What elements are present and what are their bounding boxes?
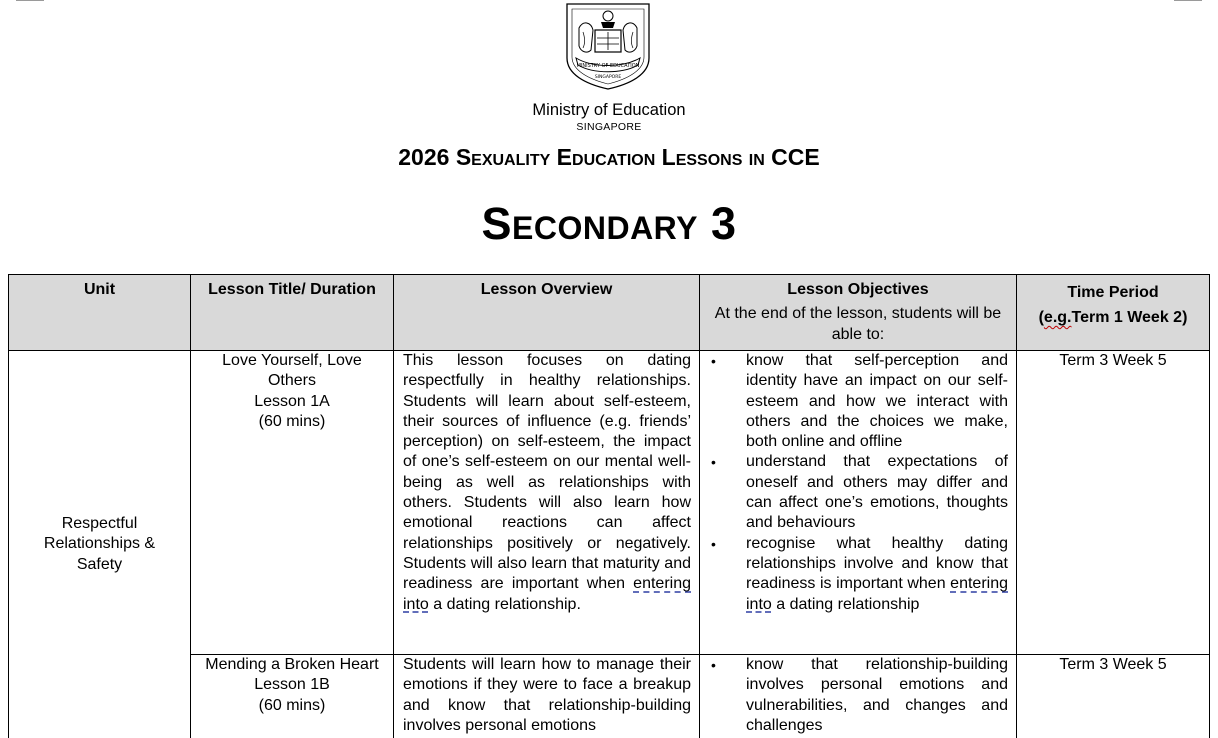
lesson-title: Mending a Broken Heart Lesson 1B	[205, 656, 379, 694]
lessons-table	[8, 274, 1210, 738]
header-time-period-label: Time Period	[1067, 284, 1159, 301]
ministry-country: SINGAPORE	[576, 121, 642, 133]
objective-item: • understand that expectations of oneself and others may differ and can affect one’s emotions, thoughts and behaviours	[708, 452, 1008, 533]
header-time-period	[1017, 275, 1210, 351]
lesson-overview-cell	[394, 351, 700, 655]
document-subtitle: Secondary 3	[481, 198, 737, 249]
header-time-period-eg: e.g.	[1043, 309, 1072, 326]
lesson-overview-cell: Students will learn how to manage their emotions if they were to face a breakup and know that relationship-building involves personal emotions	[394, 655, 700, 738]
header-objectives-subtitle: At the end of the lesson, students will be able to:	[714, 305, 1002, 343]
ministry-name: Ministry of Education	[532, 101, 686, 119]
lesson-number: Lesson 1A	[254, 392, 330, 410]
lesson-title-cell	[191, 351, 394, 655]
lesson-title: Love Yourself, Love Others	[222, 352, 362, 390]
ministry-crest-logo	[565, 2, 651, 90]
document-title: 2026 Sexuality Education Lessons in CCE	[398, 144, 820, 170]
header-time-period-example-value: Term 1 Week 2	[1071, 309, 1183, 326]
crest-banner-text: MINISTRY OF EDUCATION	[576, 63, 640, 69]
overview-text-end: a dating relationship.	[428, 595, 581, 613]
page-corner-mark-right	[1174, 0, 1202, 1]
objective-underlined-text: entering into	[746, 575, 1008, 613]
header-objectives-label: Lesson Objectives	[787, 281, 929, 298]
unit-cell: Respectful Relationships & Safety	[9, 351, 191, 738]
overview-underlined-text: entering into	[403, 575, 691, 613]
overview-text: This lesson focuses on dating respectfully in healthy relationships. Students will learn about self-esteem, their sources of influence (e.g. friends’ perception) on self-esteem, the impact of one’s self-esteem on our mental well-being as well as relationships with others. Students will also learn how emotional reactions can affect relationships positively or negatively. Students will also learn that maturity and readiness are important when	[403, 352, 691, 593]
lesson-objectives-cell	[700, 655, 1017, 738]
header-overview: Lesson Overview	[394, 275, 700, 351]
objective-item: • know that self-perception and identity have an impact on our self-esteem and how we interact with others and the choices we make, both online and offline	[708, 351, 1008, 452]
time-period-cell: Term 3 Week 5	[1017, 655, 1210, 738]
time-period-cell: Term 3 Week 5	[1017, 351, 1210, 655]
objectives-list	[708, 351, 1008, 615]
objective-text: recognise what healthy dating relationships involve and know that readiness is important when	[746, 534, 1008, 593]
lesson-title-cell	[191, 655, 394, 738]
table-header-row	[9, 275, 1210, 351]
objective-item	[708, 534, 1008, 615]
header-lesson-title: Lesson Title/ Duration	[191, 275, 394, 351]
header-unit: Unit	[9, 275, 191, 351]
crest-country-text: SINGAPORE	[594, 75, 622, 80]
objective-text-end: a dating relationship	[771, 595, 920, 613]
lesson-objectives-cell	[700, 351, 1017, 655]
table-row	[9, 351, 1210, 655]
header-time-period-example: (e.g.Term 1 Week 2)	[1038, 309, 1188, 326]
lesson-duration: (60 mins)	[258, 696, 326, 714]
objective-item: • know that relationship-building involves personal emotions and vulnerabilities, and changes and challenges	[708, 655, 1008, 736]
page-corner-mark-left	[16, 0, 44, 1]
objectives-list	[708, 655, 1008, 736]
header-objectives	[700, 275, 1017, 351]
lesson-duration: (60 mins)	[258, 412, 326, 430]
